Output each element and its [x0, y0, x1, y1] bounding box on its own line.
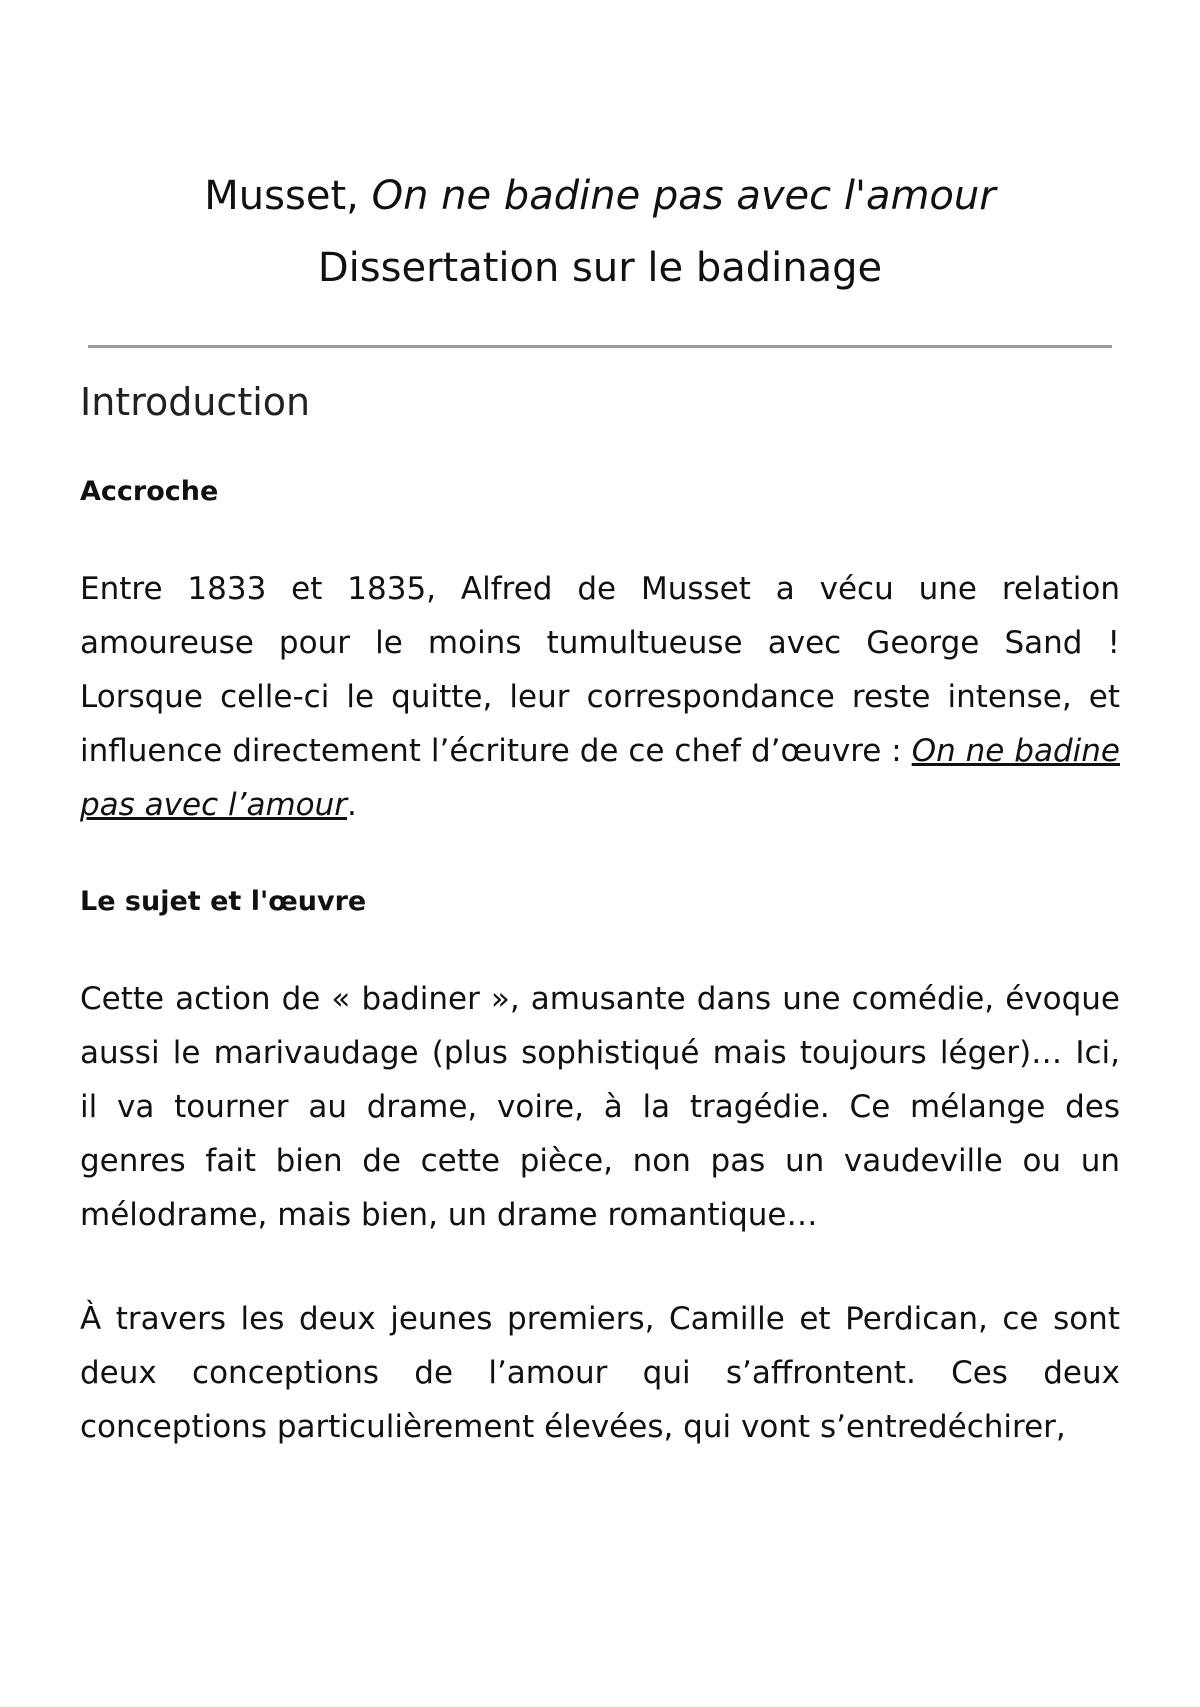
- title-author: Musset,: [204, 173, 359, 219]
- document-title: [0, 160, 1200, 232]
- accroche-heading: Accroche: [80, 476, 219, 507]
- accroche-text-end: .: [347, 787, 357, 823]
- accroche-text: Entre 1833 et 1835, Alfred de Musset a vécu une relation amoureuse pour le moins tumultueuse avec George Sand ! Lorsque celle-ci le quitte, leur correspondance reste intense, et influence directement l’écriture de ce chef d’œuvre :: [80, 571, 1120, 769]
- document-body: [80, 372, 1120, 1504]
- document-subtitle: Dissertation sur le badinage: [317, 245, 883, 291]
- sujet-paragraph-2: À travers les deux jeunes premiers, Camille et Perdican, ce sont deux conceptions de l’amour qui s’affrontent. Ces deux conceptions particulièrement élevées, qui vont s’entredéchirer,: [80, 1301, 1120, 1445]
- work-title-link[interactable]: On ne badine pas avec l’amour: [80, 733, 1120, 823]
- sujet-heading: Le sujet et l'œuvre: [80, 886, 367, 917]
- sujet-paragraph-1: Cette action de « badiner », amusante dans une comédie, évoque aussi le marivaudage (plus sophistiqué mais toujours léger)… Ici, il va tourner au drame, voire, à la tragédie. Ce mélange des genres fait bien de cette pièce, non pas un vaudeville ou un mélodrame, mais bien, un drame romantique…: [80, 981, 1120, 1233]
- title-divider: [88, 345, 1112, 348]
- accroche-paragraph: [80, 562, 1120, 832]
- title-work: On ne badine pas avec l'amour: [371, 173, 996, 219]
- section-title: Introduction: [80, 380, 311, 424]
- document-title-block: [0, 160, 1200, 304]
